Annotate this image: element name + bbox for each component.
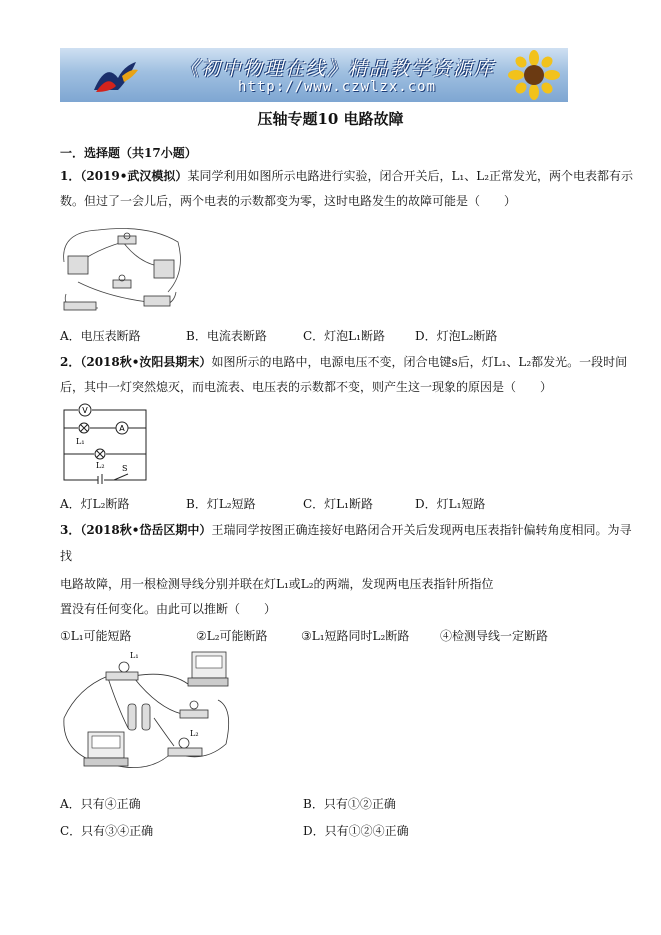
voltmeter-label: V	[82, 406, 88, 415]
question-2-text: 如图所示的电路中，电源电压不变，闭合电键s后，灯L₁、L₂都发光。一段时间	[211, 355, 628, 369]
question-1-option-a[interactable]: A．电压表断路	[60, 329, 141, 343]
question-2-option-c[interactable]: C．灯L₁断路	[303, 497, 373, 511]
question-3-line-2: 找	[60, 549, 73, 563]
question-1-number: 1．	[60, 169, 81, 183]
question-3-line-1	[60, 522, 631, 538]
lamp-l1-label: L₁	[76, 437, 85, 446]
question-1-option-c[interactable]: C．灯泡L₁断路	[303, 329, 385, 343]
fig3-lamp-l1-label: L₁	[130, 651, 139, 660]
question-2-line-2: 后，其中一灯突然熄灭，而电流表、电压表的示数都不变，则产生这一现象的原因是（ ）	[60, 380, 553, 394]
question-3-number: 3．	[60, 523, 81, 537]
question-1-option-b[interactable]: B．电流表断路	[186, 329, 267, 343]
question-3-source: （2018秋•岱岳区期中）	[80, 523, 212, 537]
page-title: 压轴专题10 电路故障	[257, 110, 404, 128]
question-2-line-1	[60, 354, 627, 370]
question-3-text: 王瑞同学按图正确连接好电路闭合开关后发现两电压表指针偏转角度相同。为寻	[211, 523, 632, 537]
question-2-number: 2．	[60, 355, 81, 369]
question-2-option-b[interactable]: B．灯L₂短路	[186, 497, 256, 511]
question-3-statement-1: ①L₁可能短路	[60, 629, 132, 643]
question-3-line-3: 电路故障，用一根检测导线分别并联在灯L₁或L₂的两端，发现两电压表指针所指位	[60, 577, 494, 591]
question-3-line-4: 置没有任何变化。由此可以推断（ ）	[60, 602, 277, 616]
question-3-statement-3: ③L₁短路同时L₂断路	[301, 629, 410, 643]
question-3-option-b[interactable]: B．只有①②正确	[303, 797, 396, 811]
question-1-text: 某同学利用如图所示电路进行实验，闭合开关后，L₁、L₂正常发光，两个电表都有示	[187, 169, 633, 183]
fig3-lamp-l2-label: L₂	[190, 729, 199, 738]
sunflower-icon	[506, 50, 562, 100]
logo-icon	[88, 56, 142, 96]
question-1-line-2: 数。但过了一会儿后，两个电表的示数都变为零，这时电路发生的故障可能是（ ）	[60, 194, 517, 208]
question-2-option-d[interactable]: D．灯L₁短路	[415, 497, 486, 511]
section-heading: 一．选择题（共17小题）	[60, 146, 197, 160]
ammeter-label: A	[119, 424, 125, 433]
question-2-source: （2018秋•汝阳县期末）	[80, 355, 212, 369]
question-3-option-c[interactable]: C．只有③④正确	[60, 824, 154, 838]
question-1-option-d[interactable]: D．灯泡L₂断路	[415, 329, 498, 343]
header-banner	[60, 48, 568, 102]
question-3-statement-2: ②L₂可能断路	[196, 629, 268, 643]
question-1-source: （2019•武汉模拟）	[80, 169, 188, 183]
question-2-circuit-figure	[58, 402, 152, 484]
question-3-option-a[interactable]: A．只有④正确	[60, 797, 141, 811]
lamp-l2-label: L₂	[96, 461, 105, 470]
question-1-circuit-figure	[58, 222, 188, 316]
switch-label: S	[122, 464, 128, 473]
banner-slogan: 《初中物理在线》精品教学资源库	[180, 58, 496, 80]
question-3-circuit-figure	[58, 648, 238, 780]
question-1-line-1	[60, 168, 633, 184]
banner-url: http://www.czwlzx.com	[238, 79, 437, 95]
question-3-option-d[interactable]: D．只有①②④正确	[303, 824, 409, 838]
question-3-statement-4: ④检测导线一定断路	[440, 629, 549, 643]
question-2-option-a[interactable]: A．灯L₂断路	[60, 497, 130, 511]
